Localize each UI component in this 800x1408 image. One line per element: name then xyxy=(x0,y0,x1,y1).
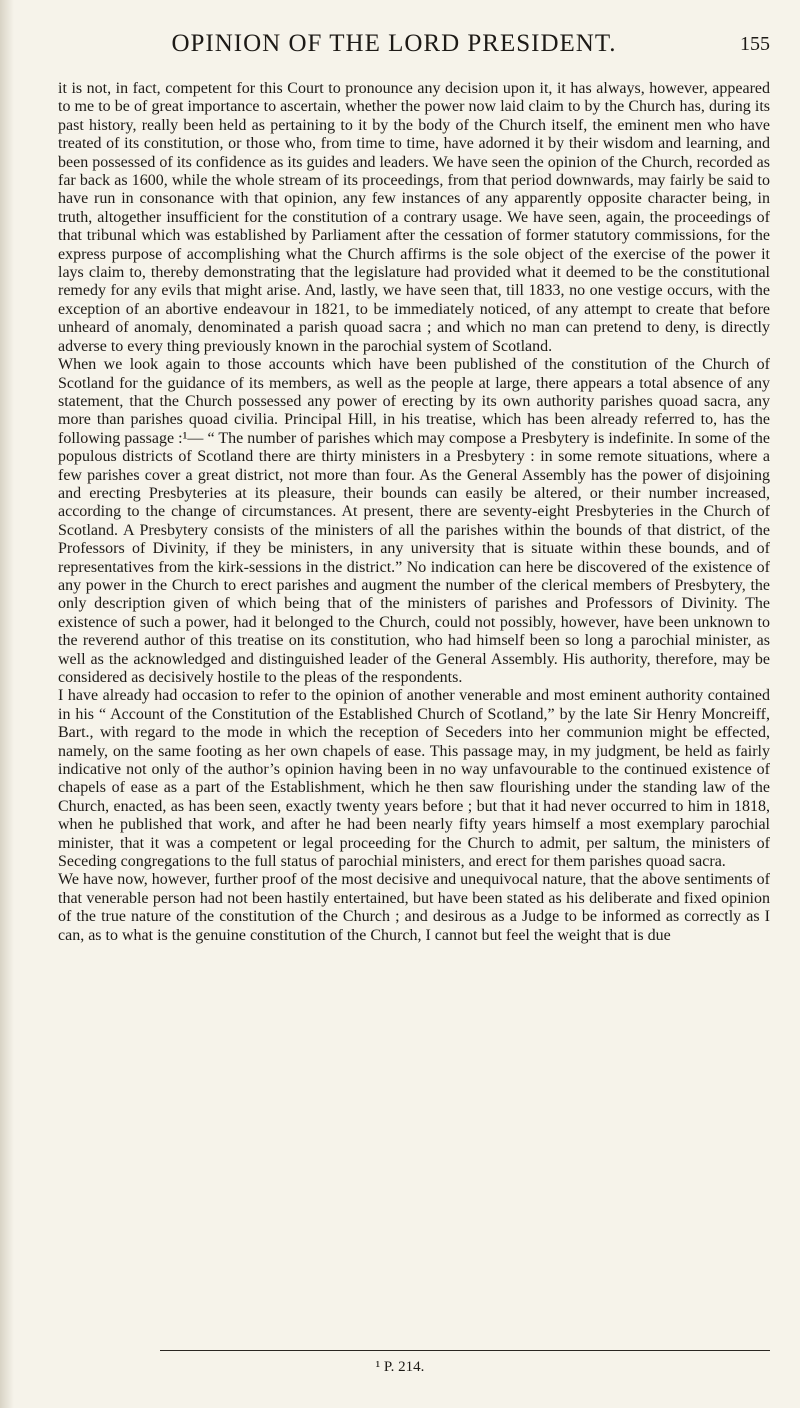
paragraph: We have now, however, further proof of the most decisive and unequivocal nature, that the above sentiments of that venerable person had not been hastily entertained, but have been stated as his deliberate and fixed opinion of the true nature of the constitution of the Church ; and desirous as a Judge to be informed as correctly as I can, as to what is the genuine constitution of the Church, I cannot but feel the weight that is due xyxy=(58,871,770,944)
page-gutter-shadow xyxy=(0,0,14,1408)
page-number: 155 xyxy=(740,33,770,55)
page-header xyxy=(58,30,770,70)
running-title: OPINION OF THE LORD PRESIDENT. xyxy=(171,30,617,57)
body-text xyxy=(58,80,770,945)
footnote-divider xyxy=(160,1350,770,1351)
footnote: ¹ P. 214. xyxy=(375,1359,425,1375)
paragraph: I have already had occasion to refer to the opinion of another venerable and most eminent authority contained in his “ Account of the Constitution of the Established Church of Scotland,” by the late Sir Henry Moncreiff, Bart., with regard to the mode in which the reception of Seceders into her communion might be effected, namely, on the same footing as her own chapels of ease. This passage may, in my judgment, be held as fairly indicative not only of the author’s opinion having been in no way unfavourable to the continued existence of chapels of ease as a part of the Establishment, which he then saw flourishing under the standing law of the Church, enacted, as has been seen, exactly twenty years before ; but that it had never occurred to him in 1818, when he published that work, and after he had been nearly fifty years himself a most exemplary parochial minister, that it was a competent or legal proceeding for the Church to admit, per saltum, the ministers of Seceding congregations to the full status of parochial ministers, and erect for them parishes quoad sacra. xyxy=(58,687,770,871)
paragraph: it is not, in fact, competent for this Court to pronounce any decision upon it, it has always, however, appeared to me to be of great importance to ascertain, whether the power now laid claim to by the Church has, during its past history, really been held as pertaining to it by the body of the Church itself, the eminent men who have treated of its constitution, or those who, from time to time, have adorned it by their wisdom and learning, and been possessed of its confidence as its guides and leaders. We have seen the opinion of the Church, recorded as far back as 1600, while the whole stream of its proceedings, from that period downwards, may fairly be said to have run in consonance with that opinion, any few instances of any apparently opposite character being, in truth, altogether insufficient for the constitution of a contrary usage. We have seen, again, the proceedings of that tribunal which was established by Parliament after the cessation of former statutory commissions, for the express purpose of accomplishing what the Church affirms is the sole object of the exercise of the power it lays claim to, thereby demonstrating that the legislature had provided what it deemed to be the constitutional remedy for any evils that might arise. And, lastly, we have seen that, till 1833, no one vestige occurs, with the exception of an abortive endeavour in 1821, to be immediately noticed, of any attempt to create that before unheard of anomaly, denominated a parish quoad sacra ; and which no man can pretend to deny, is directly adverse to every thing previously known in the parochial system of Scotland. xyxy=(58,80,770,355)
paragraph: When we look again to those accounts which have been published of the constitution of the Church of Scotland for the guidance of its members, as well as the people at large, there appears a total absence of any statement, that the Church possessed any power of erecting by its own authority parishes quoad sacra, any more than parishes quoad civilia. Principal Hill, in his treatise, which has been already referred to, has the following passage :¹— “ The number of parishes which may compose a Presbytery is indefinite. In some of the populous districts of Scotland there are thirty ministers in a Presbytery : in some remote situations, where a few parishes cover a great district, not more than four. As the General Assembly has the power of disjoining and erecting Presbyteries at its pleasure, their bounds can easily be altered, or their number increased, according to the change of circumstances. At present, there are seventy-eight Presbyteries in the Church of Scotland. A Presbytery consists of the ministers of all the parishes within the bounds of that district, of the Professors of Divinity, if they be ministers, in any university that is situate within these bounds, and of representatives from the kirk-sessions in the district.” No indication can here be discovered of the existence of any power in the Church to erect parishes and augment the number of the clerical members of Presbytery, the only description given of which being that of the ministers of parishes and Professors of Divinity. The existence of such a power, had it belonged to the Church, could not possibly, however, have been unknown to the reverend author of this treatise on its constitution, who had himself been so long a parochial minister, as well as the acknowledged and distinguished leader of the General Assembly. His authority, therefore, may be considered as decisively hostile to the pleas of the respondents. xyxy=(58,356,770,686)
